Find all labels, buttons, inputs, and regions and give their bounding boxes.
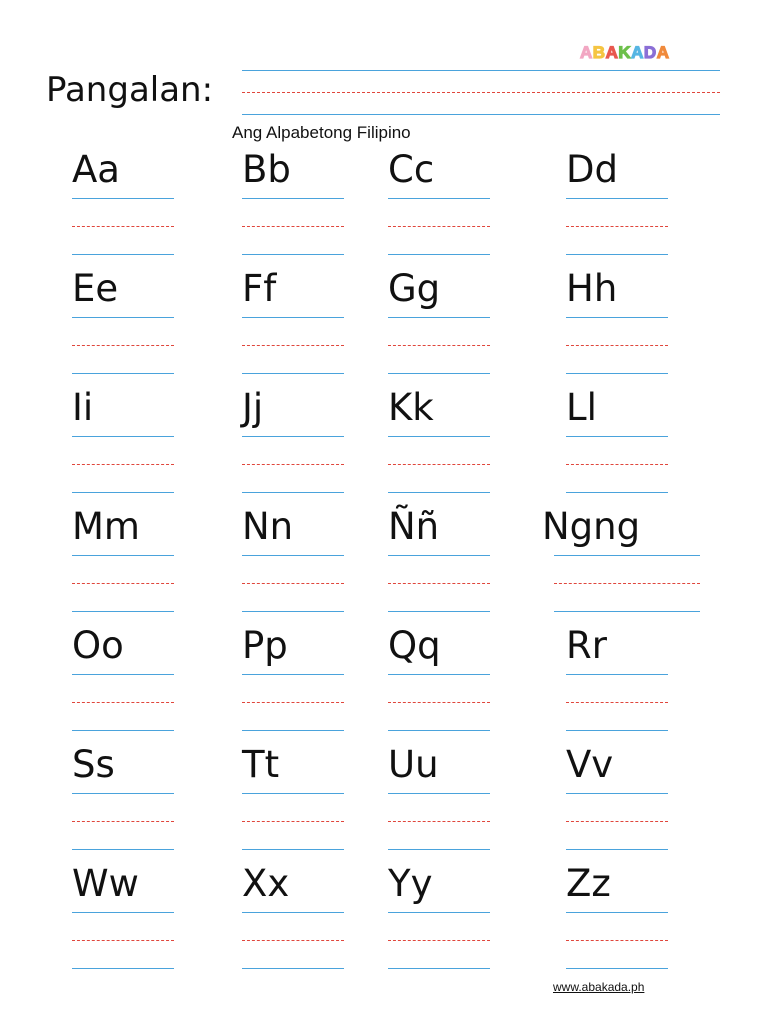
logo-letter: B: [592, 43, 606, 62]
writing-line-middle: [242, 226, 344, 227]
writing-line-bottom: [566, 968, 668, 969]
logo-letter: D: [643, 43, 657, 62]
letter-cell: [52, 620, 192, 740]
letter-cell: [222, 739, 362, 859]
writing-line-bottom: [72, 492, 174, 493]
writing-line-top: [72, 436, 174, 437]
letter-cell: [368, 858, 508, 978]
letter-cell: [222, 501, 362, 621]
writing-line-bottom: [242, 849, 344, 850]
letter-cell: [52, 263, 192, 383]
writing-line-bottom: [242, 492, 344, 493]
writing-line-bottom: [72, 611, 174, 612]
writing-line-bottom: [72, 849, 174, 850]
letter-pair: Uu: [388, 743, 439, 786]
writing-line-top: [554, 555, 700, 556]
letter-pair: Oo: [72, 624, 124, 667]
writing-line-bottom: [72, 730, 174, 731]
abakada-logo: [580, 42, 669, 64]
name-line-middle: [242, 92, 720, 93]
writing-line-middle: [566, 464, 668, 465]
letter-pair: Ngng: [542, 505, 641, 548]
writing-line-middle: [72, 583, 174, 584]
writing-line-top: [388, 793, 490, 794]
letter-pair: Ff: [242, 267, 277, 310]
writing-line-bottom: [566, 849, 668, 850]
writing-line-middle: [72, 464, 174, 465]
letter-pair: Ww: [72, 862, 139, 905]
writing-line-bottom: [242, 611, 344, 612]
writing-line-top: [388, 912, 490, 913]
letter-pair: Ii: [72, 386, 94, 429]
letter-cell: [546, 858, 686, 978]
writing-line-top: [242, 555, 344, 556]
letter-pair: Zz: [566, 862, 611, 905]
writing-line-bottom: [72, 373, 174, 374]
writing-line-middle: [72, 345, 174, 346]
writing-line-top: [388, 198, 490, 199]
letter-pair: Aa: [72, 148, 120, 191]
writing-line-middle: [72, 940, 174, 941]
writing-line-middle: [388, 583, 490, 584]
writing-line-bottom: [388, 254, 490, 255]
writing-line-middle: [388, 821, 490, 822]
logo-letter: A: [656, 43, 670, 62]
letter-pair: Dd: [566, 148, 618, 191]
writing-line-bottom: [566, 492, 668, 493]
letter-pair: Rr: [566, 624, 607, 667]
letter-cell: [368, 501, 508, 621]
worksheet-subtitle: Ang Alpabetong Filipino: [232, 123, 411, 142]
writing-line-top: [242, 912, 344, 913]
letter-cell: [222, 263, 362, 383]
writing-line-bottom: [388, 730, 490, 731]
letter-cell: [368, 144, 508, 264]
letter-pair: Kk: [388, 386, 434, 429]
writing-line-middle: [242, 821, 344, 822]
writing-line-top: [566, 674, 668, 675]
writing-line-bottom: [388, 849, 490, 850]
letter-cell: [368, 263, 508, 383]
writing-line-middle: [72, 702, 174, 703]
letter-cell: [52, 739, 192, 859]
writing-line-middle: [566, 702, 668, 703]
writing-line-middle: [388, 226, 490, 227]
letter-cell: [368, 620, 508, 740]
writing-line-bottom: [566, 730, 668, 731]
writing-line-top: [566, 436, 668, 437]
name-line-top: [242, 70, 720, 71]
writing-line-middle: [388, 345, 490, 346]
writing-line-middle: [566, 226, 668, 227]
writing-line-top: [72, 555, 174, 556]
letter-cell: [52, 501, 192, 621]
writing-line-top: [242, 198, 344, 199]
writing-line-middle: [242, 702, 344, 703]
letter-pair: Ee: [72, 267, 119, 310]
letter-cell: [368, 382, 508, 502]
letter-pair: Jj: [242, 386, 264, 429]
letter-pair: Pp: [242, 624, 288, 667]
writing-line-top: [242, 793, 344, 794]
writing-line-top: [566, 317, 668, 318]
writing-line-middle: [72, 226, 174, 227]
letter-pair: Cc: [388, 148, 435, 191]
writing-line-top: [72, 317, 174, 318]
writing-line-bottom: [388, 968, 490, 969]
logo-letter: A: [580, 43, 593, 62]
letter-pair: Vv: [566, 743, 614, 786]
letter-cell: [222, 144, 362, 264]
writing-line-top: [72, 198, 174, 199]
writing-line-top: [388, 317, 490, 318]
letter-cell: [52, 858, 192, 978]
writing-line-bottom: [72, 254, 174, 255]
writing-line-top: [388, 674, 490, 675]
letter-cell: [546, 739, 686, 859]
writing-line-top: [242, 436, 344, 437]
letter-cell: [546, 144, 686, 264]
letter-cell: [52, 382, 192, 502]
letter-cell: [546, 263, 686, 383]
writing-line-bottom: [242, 730, 344, 731]
writing-line-bottom: [566, 373, 668, 374]
writing-line-top: [388, 436, 490, 437]
writing-line-middle: [242, 464, 344, 465]
writing-line-top: [72, 674, 174, 675]
writing-line-middle: [242, 583, 344, 584]
writing-line-bottom: [242, 373, 344, 374]
writing-line-middle: [566, 821, 668, 822]
website-link[interactable]: www.abakada.ph: [553, 980, 645, 994]
writing-line-middle: [388, 702, 490, 703]
writing-line-middle: [242, 345, 344, 346]
writing-line-top: [242, 674, 344, 675]
letter-cell: [52, 144, 192, 264]
letter-cell: [546, 382, 686, 502]
writing-line-middle: [242, 940, 344, 941]
letter-cell: [368, 739, 508, 859]
letter-pair: Xx: [242, 862, 290, 905]
letter-cell: [522, 501, 662, 621]
writing-line-bottom: [72, 968, 174, 969]
writing-line-middle: [388, 940, 490, 941]
letter-cell: [222, 858, 362, 978]
writing-line-bottom: [388, 611, 490, 612]
letter-pair: Hh: [566, 267, 618, 310]
writing-line-top: [566, 198, 668, 199]
letter-pair: Gg: [388, 267, 441, 310]
letter-pair: Tt: [242, 743, 280, 786]
letter-pair: Nn: [242, 505, 294, 548]
writing-line-middle: [388, 464, 490, 465]
letter-cell: [222, 620, 362, 740]
writing-line-middle: [72, 821, 174, 822]
letter-pair: Mm: [72, 505, 140, 548]
letter-pair: Bb: [242, 148, 291, 191]
writing-line-bottom: [566, 254, 668, 255]
letter-pair: Qq: [388, 624, 441, 667]
writing-line-middle: [554, 583, 700, 584]
logo-letter: K: [618, 43, 632, 62]
writing-line-top: [72, 793, 174, 794]
writing-line-top: [72, 912, 174, 913]
logo-letter: A: [605, 43, 619, 62]
writing-line-bottom: [388, 492, 490, 493]
writing-line-top: [388, 555, 490, 556]
letter-cell: [222, 382, 362, 502]
writing-line-middle: [566, 345, 668, 346]
name-line-bottom: [242, 114, 720, 115]
writing-line-bottom: [554, 611, 700, 612]
writing-line-bottom: [242, 968, 344, 969]
letter-pair: Ññ: [388, 505, 440, 548]
letter-pair: Yy: [388, 862, 433, 905]
letter-pair: Ll: [566, 386, 597, 429]
writing-line-top: [242, 317, 344, 318]
writing-line-top: [566, 912, 668, 913]
letter-pair: Ss: [72, 743, 115, 786]
letter-cell: [546, 620, 686, 740]
logo-letter: A: [631, 43, 644, 62]
writing-line-middle: [566, 940, 668, 941]
name-label: Pangalan:: [46, 70, 214, 110]
writing-line-bottom: [388, 373, 490, 374]
writing-line-top: [566, 793, 668, 794]
writing-line-bottom: [242, 254, 344, 255]
